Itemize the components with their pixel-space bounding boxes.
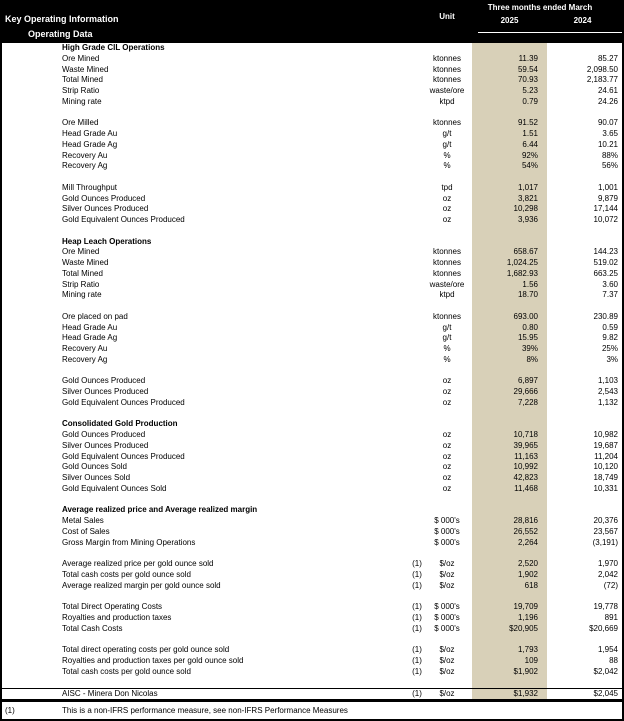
- spacer-row: [2, 677, 622, 688]
- row-label: Total Cash Costs: [62, 623, 123, 633]
- row-label: Strip Ratio: [62, 279, 100, 289]
- row-value-2024: 519.02: [593, 258, 618, 267]
- section-subtitle: Operating Data: [28, 29, 93, 39]
- table-row: [2, 151, 622, 162]
- row-value-2024: 23,567: [593, 526, 618, 536]
- row-label: Cost of Sales: [62, 526, 110, 536]
- row-unit: $ 000's: [434, 537, 460, 547]
- row-label: Gross Margin from Mining Operations: [62, 537, 196, 547]
- row-value-2024: 10,982: [593, 430, 618, 439]
- row-value-2025: 1.51: [522, 129, 538, 138]
- row-footnote-ref: (1): [412, 569, 422, 579]
- row-value-2024: 2,183.77: [586, 75, 618, 85]
- row-label: Waste Mined: [62, 64, 109, 74]
- row-label: Head Grade Au: [62, 129, 118, 138]
- row-unit: g/t: [442, 139, 452, 149]
- row-unit: oz: [442, 451, 452, 461]
- row-value-2024: 1,001: [597, 182, 618, 192]
- footnote-text: This is a non-IFRS performance measure, see non-IFRS Performance Measures: [62, 706, 348, 715]
- table-row: [2, 183, 622, 194]
- row-label: Head Grade Ag: [62, 333, 118, 343]
- row-unit: oz: [442, 215, 452, 224]
- row-unit: oz: [442, 204, 452, 214]
- row-value-2025: 10,718: [513, 430, 538, 439]
- table-row: [2, 54, 622, 65]
- row-label: Mining rate: [62, 290, 102, 300]
- table-row: [2, 688, 622, 700]
- row-value-2025: 1,017: [517, 182, 538, 192]
- row-unit: $/oz: [439, 655, 455, 665]
- row-label: Gold Ounces Sold: [62, 462, 127, 472]
- section-title: Average realized price and Average realized margin: [62, 505, 258, 515]
- row-value-2025: 92%: [521, 150, 538, 160]
- row-value-2025: 29,666: [513, 387, 538, 396]
- table-row: [2, 398, 622, 409]
- row-label: Head Grade Ag: [62, 139, 118, 149]
- row-unit: %: [443, 354, 451, 364]
- operating-data-table: [2, 43, 622, 700]
- row-label: Gold Equivalent Ounces Produced: [62, 397, 185, 407]
- table-row: [2, 484, 622, 495]
- row-value-2025: 3,936: [517, 215, 538, 224]
- row-value-2025: 1,793: [517, 645, 538, 654]
- row-label: Silver Ounces Produced: [62, 204, 149, 214]
- row-value-2024: $2,042: [593, 666, 618, 676]
- row-value-2024: 24.26: [597, 96, 618, 106]
- row-label: AISC - Minera Don Nicolas: [62, 689, 158, 698]
- row-label: Mill Throughput: [62, 182, 117, 192]
- table-row: [2, 344, 622, 355]
- row-value-2024: 144.23: [593, 247, 618, 257]
- row-label: Silver Ounces Produced: [62, 387, 149, 396]
- row-label: Average realized margin per gold ounce sold: [62, 580, 221, 590]
- row-unit: $/oz: [439, 559, 455, 568]
- row-value-2025: 7,228: [517, 397, 538, 407]
- row-value-2024: 20,376: [593, 516, 618, 525]
- row-value-2024: 9,879: [597, 193, 618, 203]
- page-title: Key Operating Information: [5, 14, 119, 24]
- row-value-2024: 663.25: [593, 268, 618, 278]
- footnote-marker: (1): [5, 706, 15, 715]
- row-value-2025: 59.54: [517, 64, 538, 74]
- years-underline: [478, 32, 622, 33]
- table-row: [2, 559, 622, 570]
- row-value-2024: 11,204: [594, 451, 618, 461]
- table-row: [2, 581, 622, 592]
- row-value-2025: 8%: [526, 354, 538, 364]
- row-value-2024: 10,072: [593, 215, 618, 224]
- row-value-2024: 85.27: [597, 53, 618, 63]
- row-unit: g/t: [442, 129, 452, 138]
- row-unit: oz: [442, 430, 452, 439]
- table-row: [2, 355, 622, 366]
- row-value-2025: 10,298: [513, 204, 538, 214]
- row-value-2025: 0.80: [522, 322, 538, 332]
- row-unit: ktonnes: [432, 53, 462, 63]
- row-label: Total cash costs per gold ounce sold: [62, 666, 191, 676]
- row-footnote-ref: (1): [412, 623, 422, 633]
- row-label: Royalties and production taxes per gold ounce sold: [62, 655, 244, 665]
- row-value-2024: 90.07: [597, 118, 618, 128]
- row-unit: %: [443, 161, 451, 171]
- table-row: [2, 538, 622, 549]
- section-header-row: [2, 505, 622, 516]
- table-row: [2, 258, 622, 269]
- table-row: [2, 473, 622, 484]
- row-label: Silver Ounces Produced: [62, 440, 149, 450]
- row-value-2024: 230.89: [593, 311, 618, 321]
- row-footnote-ref: (1): [412, 612, 422, 622]
- row-value-2025: 109: [524, 655, 538, 665]
- table-row: [2, 247, 622, 258]
- row-value-2024: 1,954: [597, 645, 618, 654]
- row-label: Head Grade Au: [62, 322, 118, 332]
- footer-divider: [2, 699, 622, 702]
- row-value-2025: 39%: [521, 344, 538, 353]
- row-unit: ktonnes: [432, 247, 462, 257]
- row-value-2024: 24.61: [597, 86, 618, 95]
- row-unit: %: [443, 344, 451, 353]
- row-footnote-ref: (1): [412, 602, 422, 611]
- row-value-2024: $20,669: [589, 623, 618, 633]
- section-header-row: [2, 237, 622, 248]
- row-label: Average realized price per gold ounce sold: [62, 559, 214, 568]
- table-row: [2, 280, 622, 291]
- row-value-2025: 6.44: [522, 139, 538, 149]
- row-value-2025: 70.93: [517, 75, 538, 85]
- row-label: Strip Ratio: [62, 86, 100, 95]
- section-header-row: [2, 43, 622, 54]
- row-unit: ktpd: [439, 290, 455, 300]
- table-row: [2, 269, 622, 280]
- section-title: Heap Leach Operations: [62, 236, 152, 246]
- row-label: Total cash costs per gold ounce sold: [62, 569, 191, 579]
- table-row: [2, 624, 622, 635]
- row-label: Waste Mined: [62, 258, 109, 267]
- section-title: Consolidated Gold Production: [62, 419, 178, 429]
- row-label: Mining rate: [62, 96, 102, 106]
- row-value-2024: 0.59: [602, 322, 618, 332]
- row-unit: $ 000's: [434, 526, 460, 536]
- row-label: Ore placed on pad: [62, 311, 128, 321]
- row-label: Total Mined: [62, 268, 103, 278]
- row-value-2025: $1,902: [513, 666, 538, 676]
- row-value-2025: 11,163: [514, 451, 538, 461]
- table-row: [2, 430, 622, 441]
- row-unit: $/oz: [439, 666, 455, 676]
- table-row: [2, 376, 622, 387]
- row-label: Total direct operating costs per gold ounce sold: [62, 645, 230, 654]
- row-unit: $ 000's: [434, 623, 460, 633]
- row-label: Silver Ounces Sold: [62, 473, 131, 482]
- row-value-2025: 19,709: [513, 602, 538, 611]
- row-footnote-ref: (1): [412, 689, 422, 698]
- row-value-2024: (72): [603, 580, 618, 590]
- row-value-2025: 26,552: [513, 526, 538, 536]
- row-value-2024: 7.37: [602, 290, 618, 300]
- row-value-2024: 10,120: [593, 462, 618, 472]
- row-label: Ore Milled: [62, 118, 99, 128]
- column-header-2025: 2025: [500, 16, 519, 25]
- row-value-2024: 19,687: [593, 440, 618, 450]
- row-value-2025: 1,024.25: [506, 258, 538, 267]
- table-row: [2, 65, 622, 76]
- row-value-2024: 3.60: [602, 279, 618, 289]
- column-header-2024: 2024: [573, 16, 592, 25]
- row-value-2024: 1,970: [597, 559, 618, 568]
- row-unit: $/oz: [439, 569, 455, 579]
- spacer-row: [2, 366, 622, 377]
- row-label: Gold Equivalent Ounces Sold: [62, 483, 167, 493]
- row-unit: ktonnes: [432, 311, 462, 321]
- section-header-row: [2, 419, 622, 430]
- row-footnote-ref: (1): [412, 580, 422, 590]
- row-unit: $/oz: [439, 645, 455, 654]
- row-value-2024: 3%: [606, 354, 618, 364]
- row-label: Recovery Au: [62, 150, 108, 160]
- row-value-2025: 2,520: [517, 559, 538, 568]
- row-footnote-ref: (1): [412, 666, 422, 676]
- row-value-2024: 1,103: [597, 376, 618, 386]
- row-unit: oz: [442, 483, 452, 493]
- row-footnote-ref: (1): [412, 655, 422, 665]
- spacer-row: [2, 226, 622, 237]
- row-value-2025: 2,264: [517, 537, 538, 547]
- row-unit: oz: [442, 376, 452, 386]
- table-row: [2, 118, 622, 129]
- table-row: [2, 312, 622, 323]
- row-value-2024: (3,191): [592, 537, 618, 547]
- row-value-2024: 88: [609, 655, 618, 665]
- row-label: Recovery Ag: [62, 161, 108, 171]
- table-row: [2, 290, 622, 301]
- row-unit: $ 000's: [434, 612, 460, 622]
- row-value-2025: 5.23: [522, 86, 538, 95]
- row-value-2025: 1,196: [517, 612, 538, 622]
- row-value-2024: 17,144: [593, 204, 618, 214]
- spacer-row: [2, 301, 622, 312]
- table-row: [2, 161, 622, 172]
- row-value-2024: 891: [604, 612, 618, 622]
- row-unit: oz: [442, 462, 452, 472]
- row-label: Total Direct Operating Costs: [62, 602, 163, 611]
- row-value-2024: 2,543: [597, 387, 618, 396]
- footnote-row: [2, 705, 622, 719]
- table-row: [2, 333, 622, 344]
- row-value-2025: 28,816: [513, 516, 538, 525]
- row-label: Ore Mined: [62, 247, 100, 257]
- table-row: [2, 86, 622, 97]
- row-unit: ktonnes: [432, 75, 462, 85]
- table-row: [2, 462, 622, 473]
- row-value-2024: $2,045: [593, 689, 618, 698]
- row-unit: ktonnes: [432, 64, 462, 74]
- row-footnote-ref: (1): [412, 559, 422, 568]
- row-value-2025: 1,682.93: [506, 268, 538, 278]
- spacer-row: [2, 495, 622, 506]
- column-header-period: Three months ended March: [487, 3, 593, 12]
- row-unit: waste/ore: [429, 279, 465, 289]
- row-unit: ktonnes: [432, 268, 462, 278]
- table-row: [2, 323, 622, 334]
- row-unit: g/t: [442, 322, 452, 332]
- row-value-2025: $20,905: [509, 623, 538, 633]
- row-value-2024: 10,331: [593, 483, 618, 493]
- row-unit: ktonnes: [432, 258, 462, 267]
- table-row: [2, 527, 622, 538]
- table-row: [2, 194, 622, 205]
- row-value-2025: 54%: [521, 161, 538, 171]
- column-header-unit: Unit: [439, 12, 455, 21]
- table-row: [2, 97, 622, 108]
- table-row: [2, 452, 622, 463]
- spacer-row: [2, 409, 622, 420]
- row-label: Gold Ounces Produced: [62, 430, 146, 439]
- row-value-2025: 15.95: [517, 333, 538, 343]
- table-row: [2, 75, 622, 86]
- row-value-2024: 2,042: [597, 569, 618, 579]
- row-label: Gold Ounces Produced: [62, 193, 146, 203]
- table-row: [2, 613, 622, 624]
- row-label: Metal Sales: [62, 516, 104, 525]
- table-row: [2, 645, 622, 656]
- row-value-2024: 10.21: [597, 139, 618, 149]
- row-label: Gold Equivalent Ounces Produced: [62, 215, 185, 224]
- row-value-2025: 1.56: [522, 279, 538, 289]
- row-value-2024: 1,132: [597, 397, 618, 407]
- row-label: Total Mined: [62, 75, 103, 85]
- row-value-2025: 18.70: [517, 290, 538, 300]
- table-row: [2, 387, 622, 398]
- row-value-2025: 42,823: [513, 473, 538, 482]
- row-value-2025: $1,932: [513, 689, 538, 698]
- row-value-2025: 693.00: [513, 311, 538, 321]
- row-footnote-ref: (1): [412, 645, 422, 654]
- row-value-2025: 11.39: [518, 53, 538, 63]
- row-value-2024: 88%: [601, 150, 618, 160]
- table-row: [2, 204, 622, 215]
- row-value-2024: 3.65: [602, 129, 618, 138]
- row-unit: $/oz: [439, 580, 455, 590]
- row-value-2025: 1,902: [517, 569, 538, 579]
- row-unit: g/t: [442, 333, 452, 343]
- row-label: Gold Equivalent Ounces Produced: [62, 451, 185, 461]
- row-label: Recovery Ag: [62, 354, 108, 364]
- table-row: [2, 656, 622, 667]
- row-unit: waste/ore: [429, 86, 465, 95]
- row-value-2024: 19,778: [593, 602, 618, 611]
- row-value-2025: 0.79: [522, 96, 538, 106]
- table-row: [2, 129, 622, 140]
- table-row: [2, 602, 622, 613]
- row-unit: ktonnes: [432, 118, 462, 128]
- row-unit: oz: [442, 387, 452, 396]
- spacer-row: [2, 634, 622, 645]
- row-value-2025: 91.52: [517, 118, 538, 128]
- row-label: Royalties and production taxes: [62, 612, 172, 622]
- row-value-2024: 18,749: [593, 473, 618, 482]
- row-value-2025: 658.67: [513, 247, 538, 257]
- row-unit: $ 000's: [434, 602, 460, 611]
- row-label: Gold Ounces Produced: [62, 376, 146, 386]
- row-unit: oz: [442, 193, 452, 203]
- row-unit: oz: [442, 397, 452, 407]
- table-row: [2, 570, 622, 581]
- row-unit: oz: [442, 440, 452, 450]
- table-row: [2, 215, 622, 226]
- table-row: [2, 516, 622, 527]
- spacer-row: [2, 172, 622, 183]
- spacer-row: [2, 548, 622, 559]
- table-row: [2, 441, 622, 452]
- section-title: High Grade CIL Operations: [62, 43, 165, 52]
- row-value-2024: 9.82: [602, 333, 618, 343]
- table-row: [2, 140, 622, 151]
- row-value-2025: 3,821: [517, 193, 538, 203]
- row-label: Recovery Au: [62, 344, 108, 353]
- row-value-2025: 6,897: [517, 376, 538, 386]
- row-unit: ktpd: [439, 96, 455, 106]
- row-unit: $/oz: [439, 689, 455, 698]
- row-value-2025: 39,965: [513, 440, 538, 450]
- row-unit: oz: [442, 473, 452, 482]
- table-row: [2, 667, 622, 678]
- row-value-2024: 56%: [601, 161, 618, 171]
- row-value-2025: 618: [524, 580, 538, 590]
- row-value-2025: 10,992: [513, 462, 538, 472]
- spacer-row: [2, 591, 622, 602]
- row-unit: $ 000's: [434, 516, 460, 525]
- row-unit: %: [443, 150, 451, 160]
- row-value-2025: 11,468: [514, 483, 538, 493]
- spacer-row: [2, 108, 622, 119]
- report-header: [2, 2, 622, 43]
- row-unit: tpd: [441, 182, 453, 192]
- row-value-2024: 25%: [601, 344, 618, 353]
- row-value-2024: 2,098.50: [586, 64, 618, 74]
- row-label: Ore Mined: [62, 53, 100, 63]
